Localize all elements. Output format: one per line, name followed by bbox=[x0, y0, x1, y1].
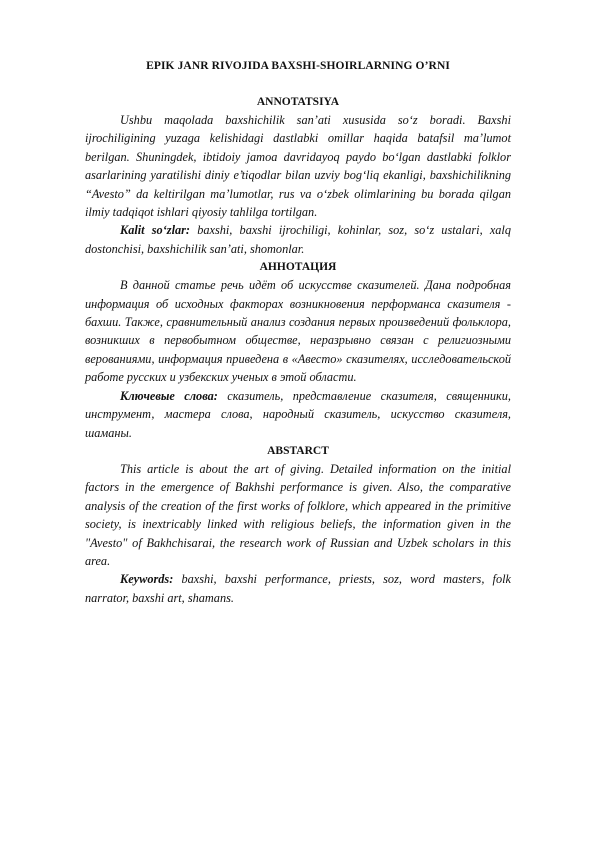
uzbek-keywords-label: Kalit so‘zlar: bbox=[120, 223, 191, 238]
english-abstract-section bbox=[85, 442, 511, 607]
uzbek-keywords bbox=[85, 221, 511, 258]
uzbek-abstract-section bbox=[85, 93, 511, 258]
uzbek-abstract-text: Ushbu maqolada baxshichilik san’ati xususida so‘z boradi. Baxshi ijrochiligining yuzaga kelishidagi dastlabki omillar haqida batafsil ma’lumot berilgan. Shuningdek, ibtidoiy jamoa davridayoq paydo bo‘lgan dastlabki folklor asarlarining yaratilishi diniy e’tiqodlar bilan uzviy bog‘liq ekanligi, baxshichilikning “Avesto” da keltirilgan ma’lumotlar, rus va o‘zbek olimlarining bu borada qilgan ilmiy tadqiqot ishlari qiyosiy tahlilga tortilgan. bbox=[85, 113, 511, 220]
english-keywords bbox=[85, 570, 511, 607]
russian-abstract-section bbox=[85, 258, 511, 442]
russian-keywords bbox=[85, 387, 511, 442]
english-keywords-list: baxshi, baxshi performance, priests, soz, word masters, folk narrator, baxshi art, shamans. bbox=[85, 572, 511, 605]
article-title: EPIK JANR RIVOJIDA BAXSHI-SHOIRLARNING O’RNI bbox=[146, 60, 450, 72]
uzbek-keywords-list: baxshi, baxshi ijrochiligi, kohinlar, soz, so‘z ustalari, xalq dostonchisi, baxshichilik san’ati, shomonlar. bbox=[85, 223, 511, 256]
article-body bbox=[85, 60, 511, 607]
russian-keywords-label: Ключевые слова: bbox=[120, 388, 218, 403]
russian-abstract-text: В данной статье речь идёт об искусстве сказителей. Дана подробная информация об исходных факторах возникновения перформанса сказителя - бахши. Также, сравнительный анализ создания первых произведений фольклора, возникших в первобытном обществе, неразрывно связан с религиозными верованиями, информация приведена в «Авесто» сказителях, исследовательской работе русских и узбекских ученых в этой области. bbox=[85, 278, 511, 385]
english-keywords-label: Keywords: bbox=[120, 572, 174, 587]
russian-keywords-list: сказитель, представление сказителя, священники, инструмент, мастера слова, народный сказитель, искусство сказителя, шаманы. bbox=[85, 388, 511, 440]
russian-abstract-heading: АННОТАЦИЯ bbox=[259, 261, 337, 274]
english-abstract-text: This article is about the art of giving. Detailed information on the initial factors in the emergence of Bakhshi performance is given. Also, the comparative analysis of the creation of the first works of folklore, which appeared in the primitive society, is inextricably linked with religious beliefs, the information given in the "Avesto" of Bakhchisarai, the research work of Russian and Uzbek scholars in this area. bbox=[85, 461, 511, 568]
english-abstract-heading: ABSTARCT bbox=[267, 444, 329, 457]
uzbek-abstract-heading: ANNOTATSIYA bbox=[256, 96, 340, 108]
